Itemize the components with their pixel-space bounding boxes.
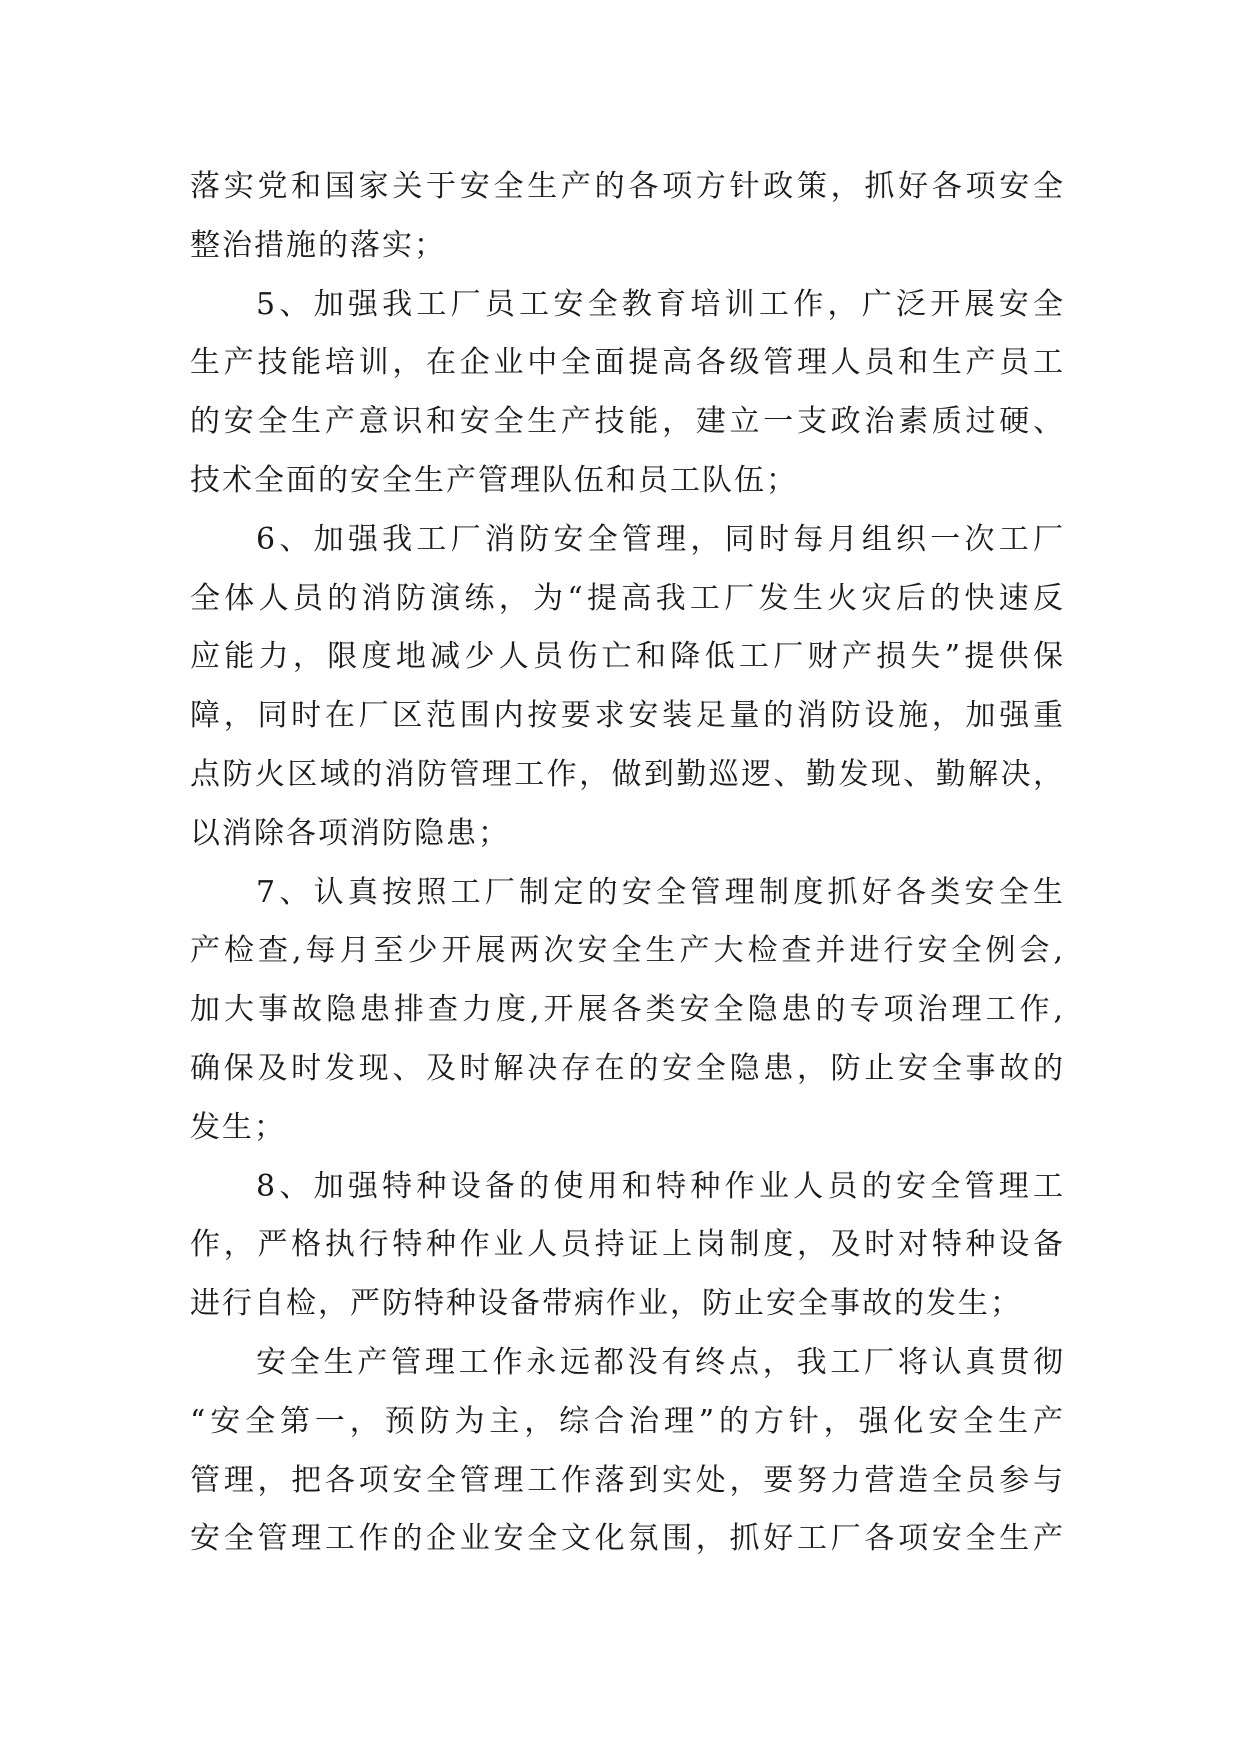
paragraph-item-7 — [190, 864, 1065, 1158]
document-body — [190, 158, 1065, 1569]
text-line: 整治措施的落实； — [190, 227, 446, 263]
text-line: 安全管理工作的企业安全文化氛围，抓好工厂各项安全生产 — [190, 1521, 1065, 1557]
text-line: 7、认真按照工厂制定的安全管理制度抓好各类安全生 — [256, 874, 1065, 910]
text-line: 作，严格执行特种作业人员持证上岗制度，及时对特种设备 — [190, 1227, 1065, 1263]
text-line: 6、加强我工厂消防安全管理，同时每月组织一次工厂 — [256, 521, 1065, 557]
text-line: 加大事故隐患排查力度,开展各类安全隐患的专项治理工作, — [190, 992, 1065, 1028]
text-line: “安全第一，预防为主，综合治理”的方针，强化安全生产 — [190, 1403, 1065, 1439]
text-line: 发生； — [190, 1109, 286, 1145]
paragraph-item-8 — [190, 1158, 1065, 1334]
text-line: 生产技能培训，在企业中全面提高各级管理人员和生产员工 — [190, 345, 1065, 381]
paragraph-continuation — [190, 158, 1065, 276]
text-line: 5、加强我工厂员工安全教育培训工作，广泛开展安全 — [256, 286, 1065, 322]
text-line: 技术全面的安全生产管理队伍和员工队伍； — [190, 462, 798, 498]
paragraph-item-6 — [190, 511, 1065, 864]
paragraph-conclusion — [190, 1334, 1065, 1569]
text-line: 产检查,每月至少开展两次安全生产大检查并进行安全例会, — [190, 933, 1065, 969]
text-line: 安全生产管理工作永远都没有终点，我工厂将认真贯彻 — [256, 1344, 1065, 1380]
text-line: 确保及时发现、及时解决存在的安全隐患，防止安全事故的 — [190, 1050, 1065, 1086]
text-line: 进行自检，严防特种设备带病作业，防止安全事故的发生； — [190, 1286, 1022, 1322]
text-line: 8、加强特种设备的使用和特种作业人员的安全管理工 — [256, 1168, 1065, 1204]
text-line: 点防火区域的消防管理工作，做到勤巡逻、勤发现、勤解决， — [190, 756, 1065, 792]
paragraph-item-5 — [190, 276, 1065, 511]
text-line: 全体人员的消防演练，为“提高我工厂发生火灾后的快速反 — [190, 580, 1065, 616]
text-line: 的安全生产意识和安全生产技能，建立一支政治素质过硬、 — [190, 404, 1065, 440]
text-line: 管理，把各项安全管理工作落到实处，要努力营造全员参与 — [190, 1462, 1065, 1498]
text-line: 落实党和国家关于安全生产的各项方针政策，抓好各项安全 — [190, 169, 1065, 204]
text-line: 障，同时在厂区范围内按要求安装足量的消防设施，加强重 — [190, 698, 1065, 734]
text-line: 应能力，限度地减少人员伤亡和降低工厂财产损失”提供保 — [190, 639, 1065, 675]
text-line: 以消除各项消防隐患； — [190, 815, 510, 851]
